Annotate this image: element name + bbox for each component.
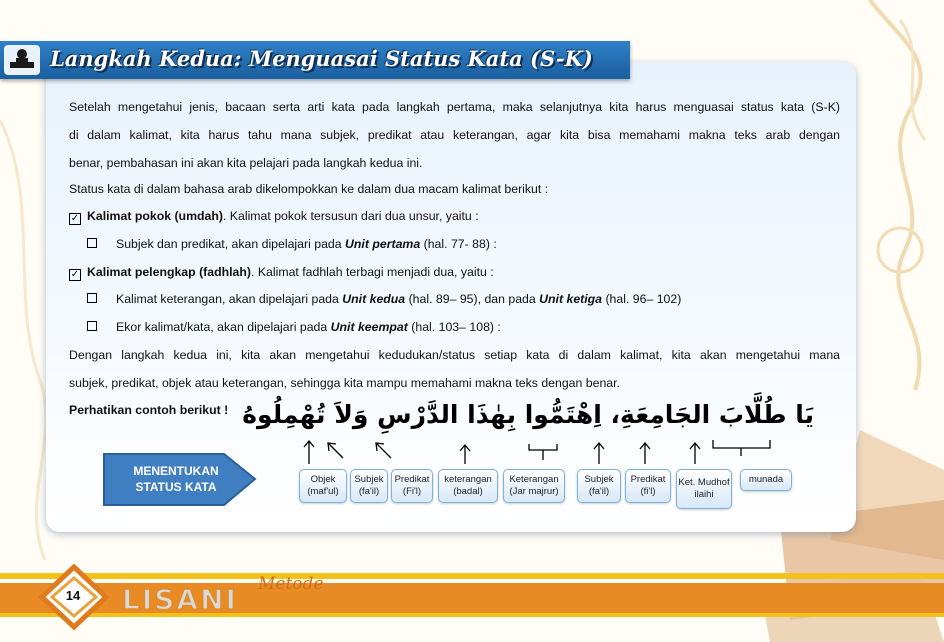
pelengkap-subitem-1 — [87, 285, 681, 313]
unit-ref: Unit keempat — [330, 320, 408, 334]
square-bullet-icon — [87, 321, 97, 331]
label-munada: munada — [740, 469, 792, 491]
subitem-text: (hal. 89– 95), dan pada — [405, 292, 540, 306]
arabic-example-sentence: يَا طُلَّابَ الجَامِعَةِ، اِهْتَمُّوا بِهٰذَا الدَّرْسِ وَلاَ تُهْمِلُوهُ — [242, 400, 814, 429]
label-keterangan-badal: keterangan (badal) — [438, 469, 498, 503]
unit-ref: Unit kedua — [342, 292, 406, 306]
page-number: 14 — [65, 588, 81, 603]
kalimat-pokok-desc: . Kalimat pokok tersusun dari dua unsur, yaitu : — [222, 209, 479, 223]
label-predikat-2: Predikat (fi'l) — [625, 469, 671, 503]
kalimat-pelengkap-item — [69, 258, 494, 286]
checkbox-icon: ✓ — [70, 269, 80, 280]
intro-paragraph — [69, 93, 840, 177]
status-kata-label: MENENTUKAN STATUS KATA — [133, 464, 219, 494]
square-bullet-icon — [87, 293, 97, 303]
unit-ref: Unit pertama — [345, 237, 421, 251]
pelengkap-subitem-2 — [87, 313, 501, 341]
pokok-subitem — [87, 230, 497, 258]
kalimat-pelengkap-desc: . Kalimat fadhlah terbagi menjadi dua, yaitu : — [251, 265, 494, 279]
label-objek: Objek (maf'ul) — [299, 469, 347, 503]
subitem-text: Subjek dan predikat, akan dipelajari pada — [116, 237, 346, 251]
paragraph-line: Dengan langkah kedua ini, kita akan mengetahui kedudukan/status setiap kata di dalam kalimat, kita akan mengetahui mana — [69, 348, 840, 362]
label-mudhof-ilaihi: Ket. Mudhof ilaihi — [676, 469, 732, 509]
page-ref: (hal. 103– 108) : — [407, 320, 501, 334]
intro-sentence: Status kata di dalam bahasa arab dikelompokkan ke dalam dua macam kalimat berikut : — [69, 182, 549, 196]
lisani-logo: LISANI — [122, 583, 238, 616]
example-heading: Perhatikan contoh berikut ! — [69, 403, 229, 417]
subitem-text: Kalimat keterangan, akan dipelajari pada — [116, 292, 343, 306]
square-bullet-icon — [87, 238, 97, 248]
label-predikat: Predikat (Fi'l) — [391, 469, 433, 503]
pointer-arrows — [295, 430, 815, 470]
paragraph-line: Setelah mengetahui jenis, bacaan serta arti kata pada langkah pertama, maka selanjutnya kita harus menguasai status kata (S-K) — [69, 100, 840, 114]
page-ref: (hal. 96– 102) — [602, 292, 682, 306]
metode-logo-text: Metode — [258, 574, 324, 594]
kalimat-pelengkap-label: Kalimat pelengkap (fadhlah) — [87, 265, 251, 279]
checkbox-icon: ✓ — [70, 213, 80, 224]
paragraph-line: benar, pembahasan ini akan kita pelajari pada langkah kedua ini. — [69, 156, 423, 170]
page-ref: (hal. 77- 88) : — [420, 237, 497, 251]
kalimat-pokok-item — [69, 202, 479, 230]
teacher-icon — [4, 45, 40, 75]
label-subjek-2: Subjek (fa'il) — [577, 469, 621, 503]
label-keterangan-jar: Keterangan (Jar majrur) — [503, 469, 565, 503]
paragraph-line: di dalam kalimat, kita harus tahu mana subjek, predikat atau keterangan, agar kita bisa memahami makna teks arab dengan — [69, 128, 840, 142]
paragraph-line: subjek, predikat, objek atau keterangan, sehingga kita mampu memahami makna teks dengan benar. — [69, 376, 620, 390]
closing-paragraph — [69, 341, 840, 397]
label-subjek: Subjek (fa'il) — [350, 469, 388, 503]
page-title: Langkah Kedua: Menguasai Status Kata (S-K) — [50, 46, 593, 71]
subitem-text: Ekor kalimat/kata, akan dipelajari pada — [116, 320, 331, 334]
unit-ref: Unit ketiga — [539, 292, 603, 306]
kalimat-pokok-label: Kalimat pokok (umdah) — [87, 209, 223, 223]
